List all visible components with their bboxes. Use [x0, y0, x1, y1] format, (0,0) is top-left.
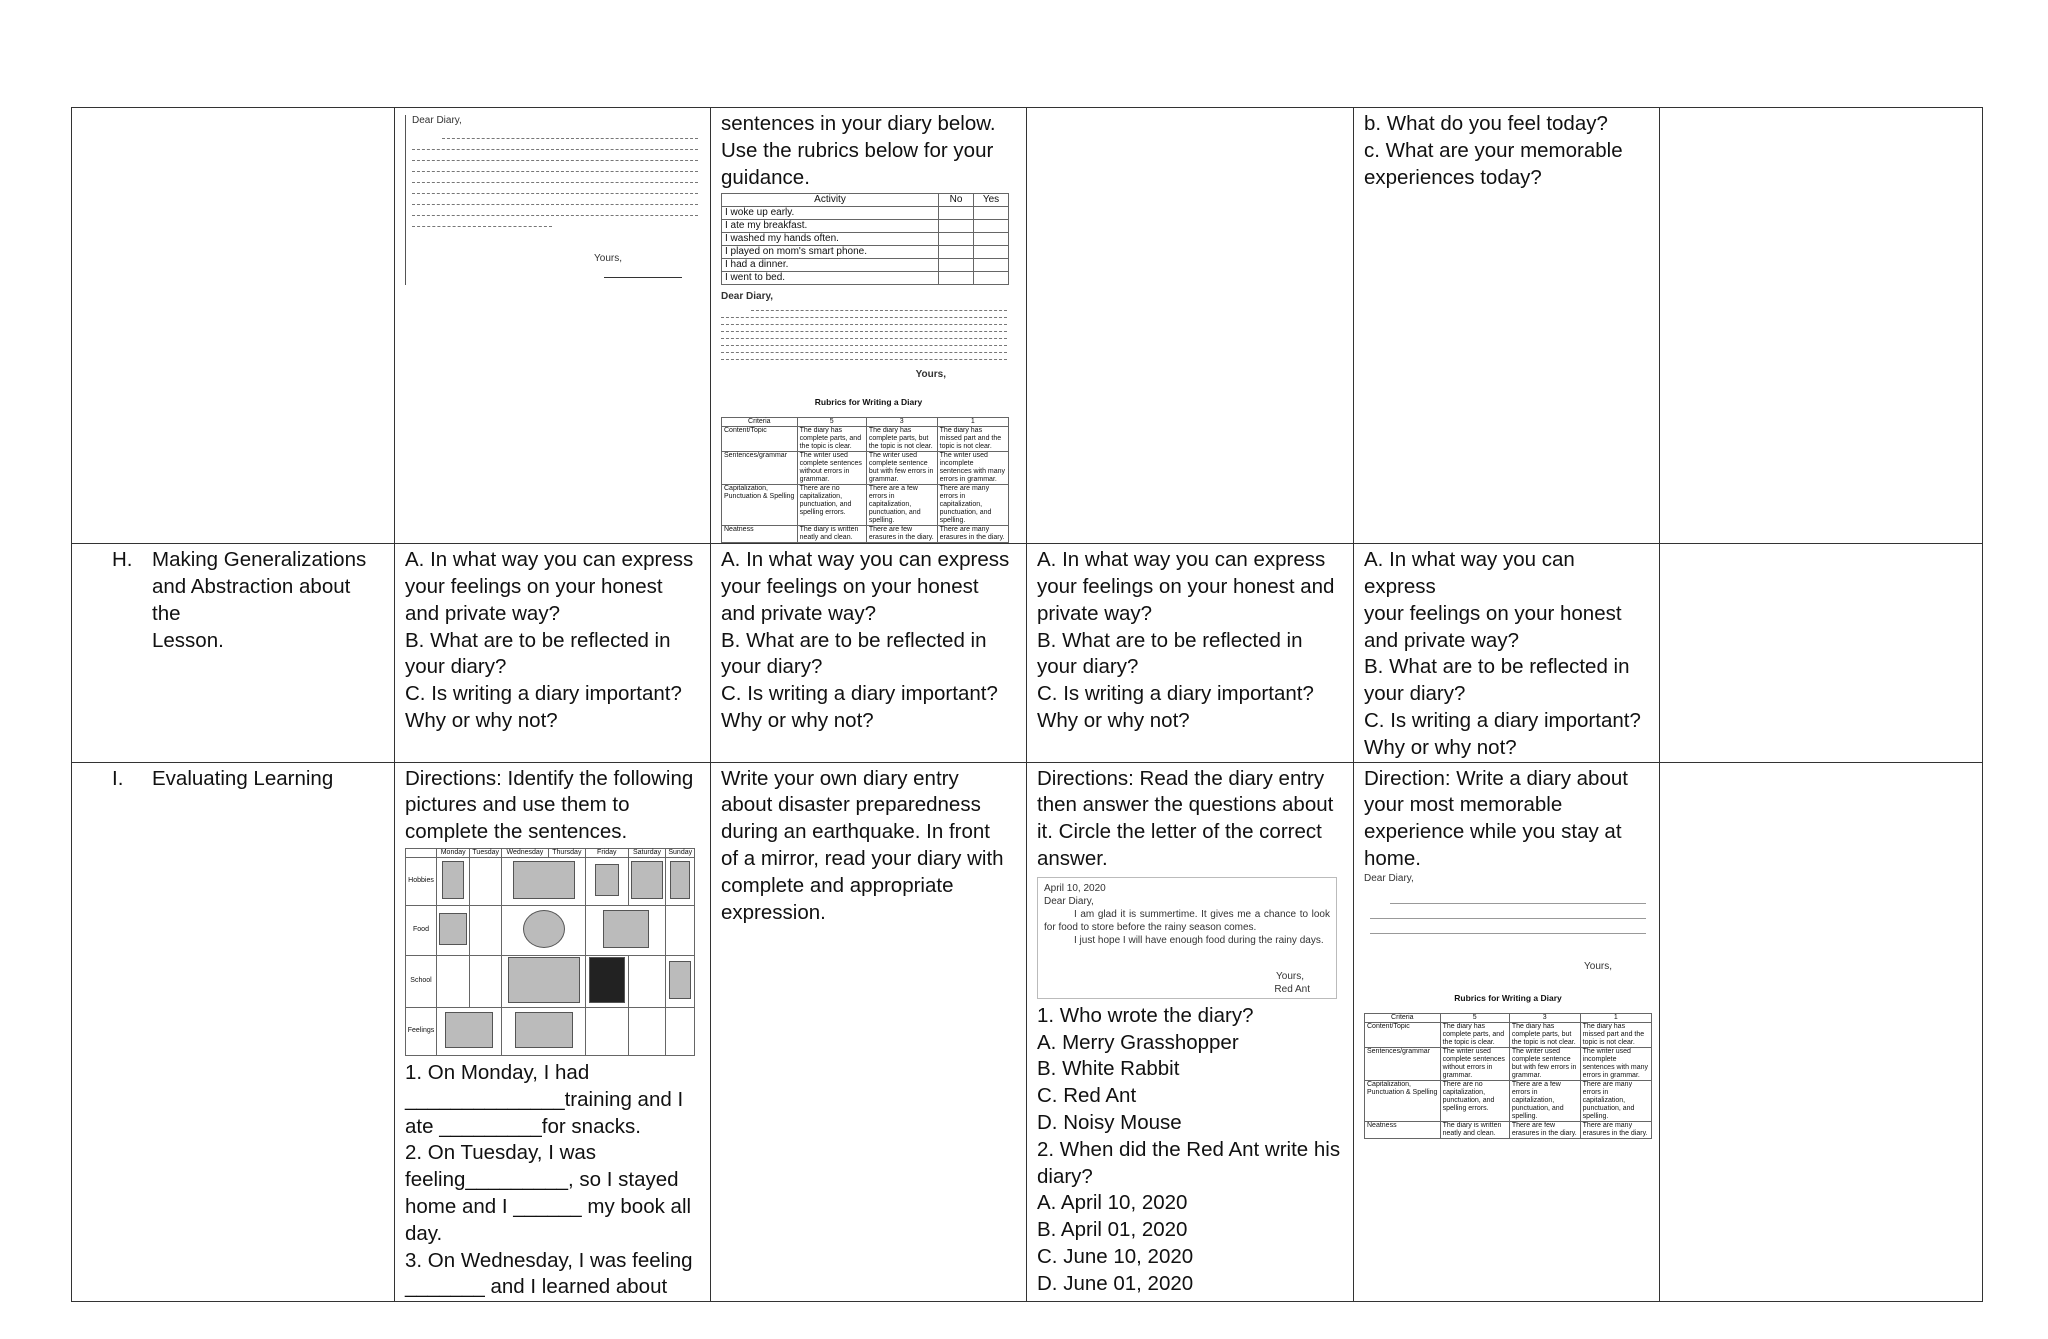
- diary-letter-image: [1037, 877, 1337, 999]
- column-header: Criteria: [1365, 1013, 1441, 1022]
- school-picture: [589, 957, 625, 1003]
- row1-day1-cell: [395, 108, 711, 544]
- rubric-cell: There are many errors in capitalization, punctuation, and spelling.: [937, 485, 1008, 526]
- letter-date: April 10, 2020: [1044, 882, 1106, 894]
- activity-item: I went to bed.: [722, 272, 939, 285]
- text-line: C. Is writing a diary important?: [1037, 682, 1314, 706]
- text-line: B. What are to be reflected in: [405, 628, 671, 652]
- rubric-table: [1364, 1013, 1652, 1139]
- row3-day2-cell: [711, 762, 1027, 1302]
- section-title: Making Generalizations: [152, 548, 367, 572]
- text-line: feeling_________, so I stayed: [405, 1168, 679, 1192]
- day-header: Friday: [586, 848, 629, 857]
- text-line: Why or why not?: [1364, 735, 1517, 759]
- hobby-picture: [442, 861, 464, 899]
- rubric-table: [721, 417, 1009, 543]
- text-line: B. What are to be reflected in: [1364, 655, 1630, 679]
- text-line: day.: [405, 1221, 443, 1245]
- row3-remarks-cell: [1660, 762, 1983, 1302]
- text-line: complete the sentences.: [405, 820, 628, 844]
- text-line: your feelings on your honest and: [1037, 574, 1335, 598]
- row2-day3-cell: [1027, 544, 1354, 762]
- food-picture: [603, 910, 649, 948]
- text-line: and private way?: [405, 601, 560, 625]
- text-line: Directions: Read the diary entry: [1037, 766, 1325, 790]
- feelings-picture: [445, 1012, 493, 1048]
- hobby-picture: [595, 864, 619, 896]
- rubric-cell: Content/Topic: [722, 427, 798, 452]
- letter-greeting: Dear Diary,: [1044, 895, 1094, 907]
- text-line: your most memorable: [1364, 793, 1563, 817]
- rubric-cell: There are many errors in capitalization, punctuation, and spelling.: [1580, 1080, 1651, 1121]
- diary-greeting: Dear Diary,: [412, 115, 462, 126]
- rubric-cell: Sentences/grammar: [722, 452, 798, 485]
- text-line: C. Is writing a diary important?: [721, 682, 998, 706]
- column-header: Criteria: [722, 418, 798, 427]
- column-header: Activity: [722, 194, 939, 207]
- section-title: Lesson.: [152, 628, 224, 652]
- row-header: School: [406, 955, 437, 1007]
- text-line: your diary?: [721, 655, 823, 679]
- rubric-cell: The diary has missed part and the topic is not clear.: [937, 427, 1008, 452]
- rubric-cell: The writer used incomplete sentences with many errors in grammar.: [1580, 1047, 1651, 1080]
- text-line: answer.: [1037, 846, 1108, 870]
- rubric-title: Rubrics for Writing a Diary: [814, 397, 923, 408]
- column-header: Yes: [974, 194, 1009, 207]
- day-header: Sunday: [666, 848, 695, 857]
- text-line: experiences today?: [1364, 165, 1542, 189]
- text-line: your diary?: [1037, 655, 1139, 679]
- text-line: your diary?: [1364, 682, 1466, 706]
- column-header: 1: [937, 418, 1008, 427]
- lesson-plan-table: [71, 107, 1983, 1302]
- text-line: Why or why not?: [1037, 708, 1190, 732]
- text-line: 1. On Monday, I had: [405, 1060, 590, 1084]
- table-row: [72, 108, 1983, 544]
- column-header: No: [939, 194, 974, 207]
- rubric-cell: There are few erasures in the diary.: [1509, 1121, 1580, 1138]
- rubric-cell: There are a few errors in capitalization, punctuation, and spelling.: [866, 485, 937, 526]
- row2-day2-cell: [711, 544, 1027, 762]
- text-line: home and I ______ my book all: [405, 1194, 692, 1218]
- day-header: Tuesday: [470, 848, 502, 857]
- text-line: 3. On Wednesday, I was feeling: [405, 1248, 693, 1272]
- activity-item: I woke up early.: [722, 207, 939, 220]
- text-line: B. What are to be reflected in: [721, 628, 987, 652]
- rubric-cell: The writer used complete sentence but with few errors in grammar.: [866, 452, 937, 485]
- text-line: pictures and use them to: [405, 793, 630, 817]
- diary-closing: Yours,: [915, 369, 946, 381]
- text-line: Use the rubrics below for your: [721, 138, 994, 162]
- text-line: about disaster preparedness: [721, 793, 981, 817]
- picture-table: [405, 848, 695, 1056]
- activity-item: I washed my hands often.: [722, 233, 939, 246]
- text-line: your feelings on your honest: [721, 574, 979, 598]
- hobby-picture: [513, 861, 575, 899]
- rubric-cell: The diary has complete parts, but the topic is not clear.: [1509, 1022, 1580, 1047]
- text-line: A. In what way you can express: [721, 548, 1010, 572]
- school-picture: [508, 957, 580, 1003]
- text-line: 1. Who wrote the diary?: [1037, 1003, 1254, 1027]
- rubric-cell: Capitalization, Punctuation & Spelling: [722, 485, 798, 526]
- row1-label-cell: [72, 108, 395, 544]
- diary-closing: Yours,: [1584, 960, 1612, 972]
- rubric-cell: The diary is written neatly and clean.: [797, 526, 866, 543]
- section-title: and Abstraction about the: [152, 574, 351, 625]
- text-line: private way?: [1037, 601, 1153, 625]
- text-line: B. April 01, 2020: [1037, 1218, 1188, 1242]
- food-picture: [439, 913, 467, 945]
- letter-signature: Red Ant: [1274, 983, 1310, 995]
- column-header: 3: [1509, 1013, 1580, 1022]
- row2-remarks-cell: [1660, 544, 1983, 762]
- signature-line: [604, 277, 682, 278]
- section-letter: H.: [112, 548, 133, 572]
- text-line: ate _________for snacks.: [405, 1114, 641, 1138]
- rubric-cell: Content/Topic: [1365, 1022, 1441, 1047]
- text-line: your feelings on your honest: [405, 574, 663, 598]
- text-line: Direction: Write a diary about: [1364, 766, 1628, 790]
- activity-item: I played on mom's smart phone.: [722, 246, 939, 259]
- letter-body: I just hope I will have enough food during the rainy days.: [1074, 934, 1324, 946]
- rubric-cell: The writer used complete sentence but with few errors in grammar.: [1509, 1047, 1580, 1080]
- diary-closing: Yours,: [594, 253, 622, 264]
- text-line: diary?: [1037, 1164, 1093, 1188]
- column-header: 3: [866, 418, 937, 427]
- text-line: your diary?: [405, 655, 507, 679]
- column-header: 5: [1440, 1013, 1509, 1022]
- row3-day3-cell: [1027, 762, 1354, 1302]
- rubric-cell: The diary has complete parts, and the topic is clear.: [797, 427, 866, 452]
- table-row: [72, 762, 1983, 1302]
- activity-item: I had a dinner.: [722, 259, 939, 272]
- section-letter: I.: [112, 766, 124, 790]
- school-picture: [669, 961, 691, 999]
- rubric-cell: Capitalization, Punctuation & Spelling: [1365, 1080, 1441, 1121]
- day-header: Thursday: [548, 848, 585, 857]
- row-header: Feelings: [406, 1007, 437, 1055]
- text-line: A. Merry Grasshopper: [1037, 1030, 1239, 1054]
- rubric-cell: The diary has complete parts, and the topic is clear.: [1440, 1022, 1509, 1047]
- diary-template-image: [405, 115, 702, 285]
- row1-remarks-cell: [1660, 108, 1983, 544]
- rubric-cell: There are few erasures in the diary.: [866, 526, 937, 543]
- text-line: home.: [1364, 846, 1421, 870]
- text-line: during an earthquake. In front: [721, 820, 990, 844]
- day-header: Saturday: [628, 848, 666, 857]
- text-line: C. Is writing a diary important?: [1364, 708, 1641, 732]
- text-line: then answer the questions about: [1037, 793, 1334, 817]
- text-line: 2. On Tuesday, I was: [405, 1141, 597, 1165]
- table-row: [72, 544, 1983, 762]
- feelings-picture: [515, 1012, 573, 1048]
- text-line: D. June 01, 2020: [1037, 1271, 1194, 1295]
- text-line: c. What are your memorable: [1364, 138, 1623, 162]
- text-line: A. In what way you can express: [1364, 548, 1575, 598]
- text-line: expression.: [721, 900, 826, 924]
- row-header: Food: [406, 905, 437, 955]
- row3-day1-cell: [395, 762, 711, 1302]
- text-line: A. April 10, 2020: [1037, 1191, 1188, 1215]
- food-picture: [523, 910, 565, 948]
- text-line: Why or why not?: [405, 708, 558, 732]
- text-line: and private way?: [1364, 628, 1519, 652]
- text-line: complete and appropriate: [721, 873, 954, 897]
- text-line: your feelings on your honest: [1364, 601, 1622, 625]
- activity-checklist-table: [721, 193, 1009, 285]
- rubric-cell: Neatness: [722, 526, 798, 543]
- day-header: Wednesday: [502, 848, 549, 857]
- column-header: 5: [797, 418, 866, 427]
- row3-label-cell: [72, 762, 395, 1302]
- row3-day4-cell: [1354, 762, 1660, 1302]
- rubric-cell: The diary is written neatly and clean.: [1440, 1121, 1509, 1138]
- text-line: Directions: Identify the following: [405, 766, 694, 790]
- text-line: guidance.: [721, 165, 810, 189]
- row1-day2-cell: [711, 108, 1027, 544]
- row1-day3-cell: [1027, 108, 1354, 544]
- diary-template-image: [1364, 873, 1652, 983]
- rubric-cell: There are no capitalization, punctuation, and spelling errors.: [797, 485, 866, 526]
- rubric-cell: There are a few errors in capitalization, punctuation, and spelling.: [1509, 1080, 1580, 1121]
- diary-template-image: [721, 291, 1011, 387]
- text-line: of a mirror, read your diary with: [721, 846, 1004, 870]
- rubric-cell: There are no capitalization, punctuation, and spelling errors.: [1440, 1080, 1509, 1121]
- text-line: B. White Rabbit: [1037, 1057, 1180, 1081]
- row2-label-cell: [72, 544, 395, 762]
- text-line: 2. When did the Red Ant write his: [1037, 1137, 1341, 1161]
- text-line: A. In what way you can express: [405, 548, 694, 572]
- rubric-cell: There are many erasures in the diary.: [937, 526, 1008, 543]
- letter-body: I am glad it is summertime. It gives me a chance to look for food to store before the rainy season comes.: [1044, 908, 1330, 933]
- text-line: sentences in your diary below.: [721, 112, 996, 135]
- rubric-cell: The diary has missed part and the topic is not clear.: [1580, 1022, 1651, 1047]
- diary-greeting: Dear Diary,: [721, 291, 774, 303]
- row2-day4-cell: [1354, 544, 1660, 762]
- text-line: _______ and I learned about: [405, 1275, 668, 1299]
- rubric-cell: The writer used complete sentences without errors in grammar.: [797, 452, 866, 485]
- row2-day1-cell: [395, 544, 711, 762]
- rubric-cell: There are many erasures in the diary.: [1580, 1121, 1651, 1138]
- text-line: C. Red Ant: [1037, 1084, 1137, 1108]
- text-line: Why or why not?: [721, 708, 874, 732]
- text-line: C. June 10, 2020: [1037, 1244, 1194, 1268]
- hobby-picture: [670, 861, 690, 899]
- row1-day4-cell: [1354, 108, 1660, 544]
- text-line: B. What are to be reflected in: [1037, 628, 1303, 652]
- text-line: b. What do you feel today?: [1364, 112, 1608, 135]
- rubric-cell: The diary has complete parts, but the topic is not clear.: [866, 427, 937, 452]
- column-header: 1: [1580, 1013, 1651, 1022]
- text-line: D. Noisy Mouse: [1037, 1110, 1182, 1134]
- activity-item: I ate my breakfast.: [722, 220, 939, 233]
- rubric-cell: The writer used complete sentences without errors in grammar.: [1440, 1047, 1509, 1080]
- text-line: experience while you stay at: [1364, 820, 1622, 844]
- text-line: A. In what way you can express: [1037, 548, 1326, 572]
- section-title: Evaluating Learning: [152, 766, 334, 790]
- hobby-picture: [631, 861, 663, 899]
- text-line: and private way?: [721, 601, 876, 625]
- text-line: Write your own diary entry: [721, 766, 959, 790]
- rubric-title: Rubrics for Writing a Diary: [1454, 992, 1562, 1003]
- text-line: C. Is writing a diary important?: [405, 682, 682, 706]
- rubric-cell: The writer used incomplete sentences with many errors in grammar.: [937, 452, 1008, 485]
- rubric-cell: Neatness: [1365, 1121, 1441, 1138]
- rubric-cell: Sentences/grammar: [1365, 1047, 1441, 1080]
- diary-greeting: Dear Diary,: [1364, 872, 1414, 884]
- text-line: ______________training and I: [405, 1087, 684, 1111]
- letter-closing: Yours,: [1276, 970, 1304, 982]
- row-header: Hobbies: [406, 857, 437, 905]
- text-line: it. Circle the letter of the correct: [1037, 820, 1322, 844]
- day-header: Monday: [437, 848, 470, 857]
